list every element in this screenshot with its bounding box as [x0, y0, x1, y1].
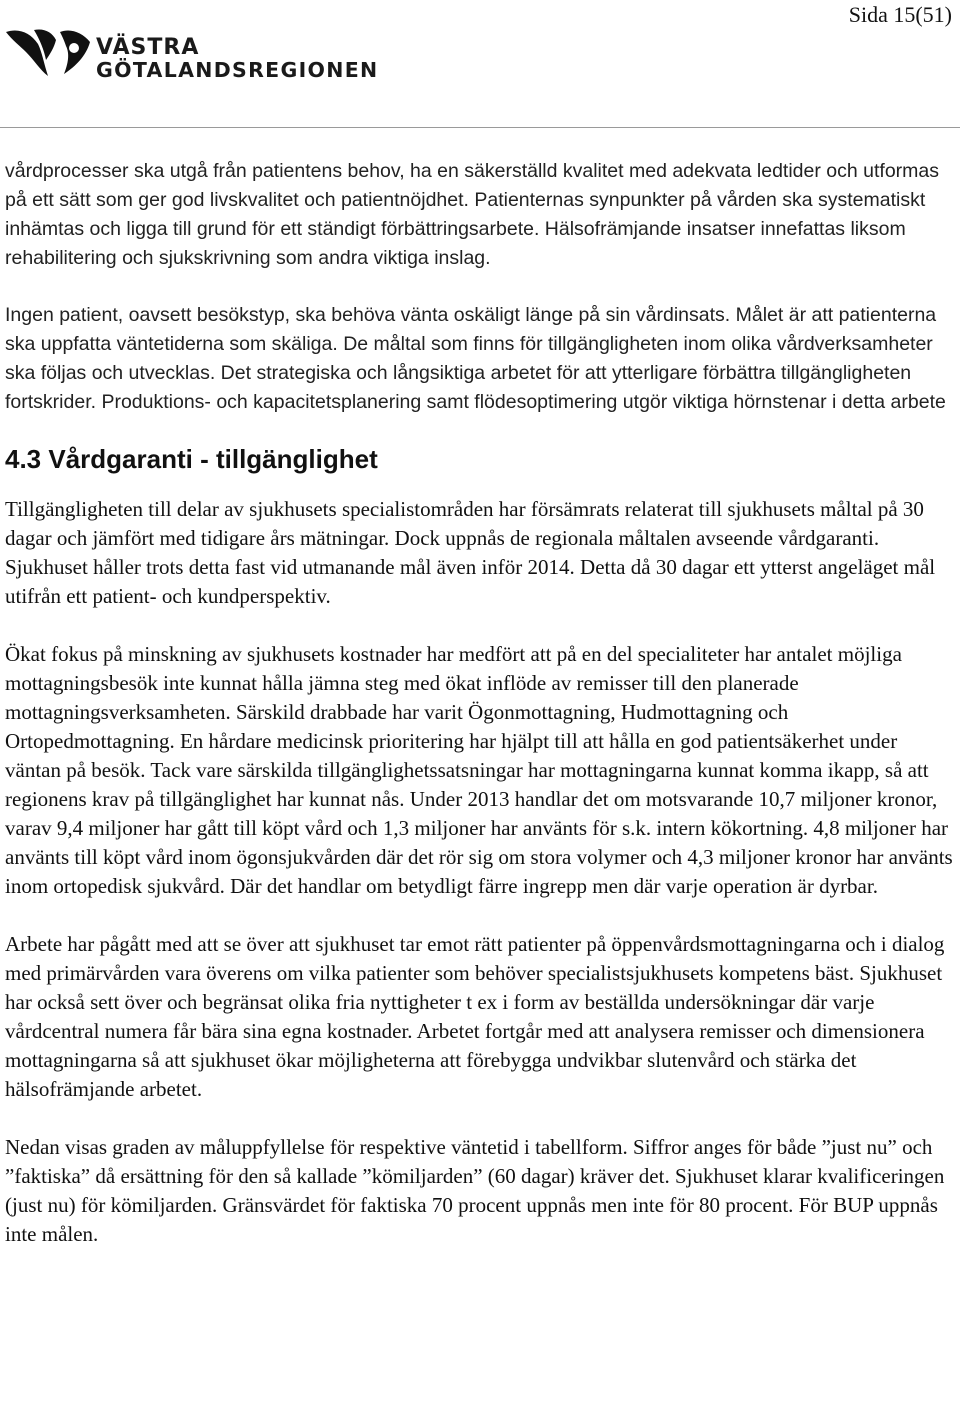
section-paragraph: Nedan visas graden av måluppfyllelse för respektive väntetid i tabellform. Siffror anges för både ”just nu” och ”faktiska” då ersättning för den så kallade ”kömiljarden” (60 dagar) kräver det. Sjukhuset klarar kvalificeringen (just nu) för kömiljarden. Gränsvärdet för faktiska 70 procent uppnås men inte för 80 procent. För BUP uppnås inte målen.: [5, 1135, 945, 1246]
document-body: [5, 157, 957, 1249]
vastra-gotalandsregionen-logo: [4, 22, 384, 92]
section-paragraph: Arbete har pågått med att se över att sjukhuset tar emot rätt patienter på öppenvårdsmottagningarna och i dialog med primärvården vara överens om vilka patienter som behöver specialistsjukhusets kompetens bäst. Sjukhuset har också sett över och begränsat olika fria nyttigheter t ex i form av beställda undersökningar där varje vårdcentral numera får bära sina egna kostnader. Arbetet fortgår med att analysera remisser och dimensionera mottagningarna så att sjukhuset ökar möjligheterna att förebygga undvikbar slutenvård och stärka det hälsofrämjande arbetet.: [5, 932, 945, 1101]
section-heading: 4.3 Vårdgaranti - tillgänglighet: [5, 444, 378, 474]
logo-wordmark: [96, 36, 378, 82]
region-emblem-icon: [4, 26, 92, 88]
body-paragraph: Ingen patient, oavsett besökstyp, ska behöva vänta oskäligt länge på sin vårdinsats. Målet är att patienterna ska uppfatta väntetiderna som skäliga. De måltal som finns för tillgängligheten inom olika vårdverksamheter ska följas och utvecklas. Det strategiska och långsiktiga arbetet för att ytterligare förbättra tillgängligheten fortskrider. Produktions- och kapacitetsplanering samt flödesoptimering utgör viktiga hörnstenar i detta arbete: [5, 304, 946, 413]
page-number: Sida 15(51): [848, 2, 952, 27]
body-paragraph: vårdprocesser ska utgå från patientens behov, ha en säkerställd kvalitet med adekvata ledtider och utformas på ett sätt som ger god livskvalitet och patientnöjdhet. Patienternas synpunkter på vården ska systematiskt inhämtas och ligga till grund för ett ständigt förbättringsarbete. Hälsofrämjande insatser innefattas liksom rehabilitering och sjukskrivning som andra viktiga inslag.: [5, 160, 939, 269]
header-divider: [0, 127, 960, 128]
logo-line2: GÖTALANDSREGIONEN: [96, 58, 379, 82]
section-paragraph: Tillgängligheten till delar av sjukhusets specialistområden har försämrats relaterat till sjukhusets måltal på 30 dagar och jämfört med tidigare års mätningar. Dock uppnås de regionala måltalen avseende vårdgaranti. Sjukhuset håller trots detta fast vid utmanande mål även inför 2014. Detta då 30 dagar ett ytterst angeläget mål utifrån ett patient- och kundperspektiv.: [5, 497, 936, 608]
logo-line1: VÄSTRA: [96, 35, 200, 60]
section-paragraph: Ökat fokus på minskning av sjukhusets kostnader har medfört att på en del specialiteter har antalet möjliga mottagningsbesök inte kunnat hålla jämna steg med ökat inflöde av remisser till den planerade mottagningsverksamheten. Särskild drabbade har varit Ögonmottagning, Hudmottagning och Ortopedmottagning. En hårdare medicinsk prioritering har hjälpt till att hålla en god patientsäkerhet under väntan på besök. Tack vare särskilda tillgänglighetssatsningar har mottagningarna kunnat komma ikapp, så att regionens krav på tillgänglighet har kunnat nås. Under 2013 handlar det om motsvarande 10,7 miljoner kronor, varav 9,4 miljoner har gått till köpt vård och 1,3 miljoner har använts för s.k. intern kökortning. 4,8 miljoner har använts till köpt vård inom ögonsjukvården där det rör sig om stora volymer och 4,3 miljoner kronor har använts inom ortopedisk sjukvård. Där det handlar om betydligt färre ingrepp men där varje operation är dyrbar.: [5, 642, 953, 898]
